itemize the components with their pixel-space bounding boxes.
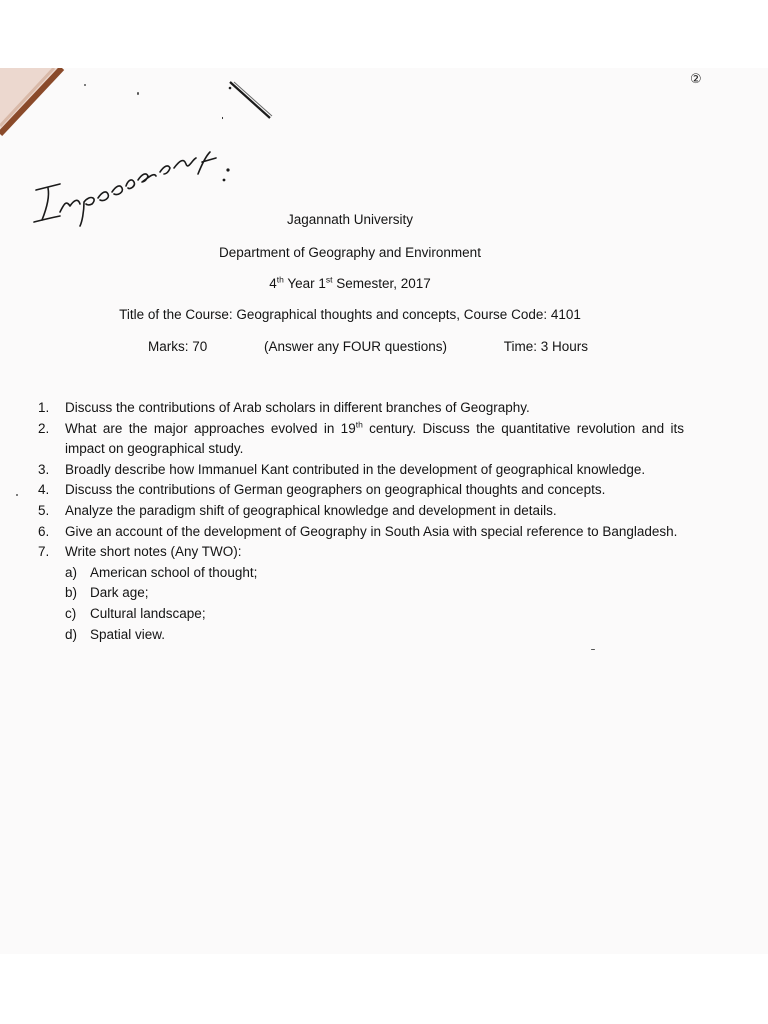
- pen-mark: [222, 78, 282, 126]
- short-note-item: [65, 583, 684, 604]
- question-item: [38, 398, 684, 419]
- question-number: 6.: [38, 523, 50, 539]
- short-note-text: Dark age;: [90, 585, 149, 601]
- question-text: Discuss the contributions of German geographers on geographical thoughts and concepts.: [65, 482, 606, 498]
- short-note-item: [65, 625, 684, 646]
- short-note-letter: c): [65, 605, 77, 621]
- short-note-item: [65, 563, 684, 584]
- question-item: [38, 542, 684, 645]
- question-number: 2.: [38, 420, 50, 436]
- short-note-text: American school of thought;: [90, 564, 258, 580]
- question-item: [38, 460, 684, 481]
- short-note-text: Cultural landscape;: [90, 605, 206, 621]
- question-text: Discuss the contributions of Arab scholars in different branches of Geography.: [65, 400, 530, 415]
- short-notes-list: [65, 563, 684, 645]
- scan-speck: [137, 92, 139, 95]
- short-note-letter: b): [65, 585, 78, 601]
- department-name: Department of Geography and Environment: [219, 245, 481, 260]
- question-text: Broadly describe how Immanuel Kant contributed in the development of geographical knowledge.: [65, 461, 646, 477]
- question-text: Analyze the paradigm shift of geographical knowledge and development in details.: [65, 502, 557, 518]
- short-note-letter: d): [65, 626, 78, 642]
- short-note-letter: a): [65, 564, 78, 580]
- question-number: 4.: [38, 482, 50, 498]
- marks-label: Marks: 70: [148, 339, 208, 354]
- short-note-item: [65, 604, 684, 625]
- question-number: 3.: [38, 461, 50, 477]
- scan-speck: [591, 649, 595, 650]
- university-name: Jagannath University: [286, 212, 414, 227]
- year-semester: 4th Year 1st Semester, 2017: [269, 274, 431, 291]
- page-number-circled: ②: [690, 72, 702, 87]
- scan-speck: [84, 84, 86, 86]
- question-text: Write short notes (Any TWO): a) American school of thought; b) Dark age; c) Cultural landscape; d) Spatial view.: [65, 542, 684, 645]
- question-number: 7.: [38, 544, 50, 560]
- marks-instructions-row: [148, 337, 588, 357]
- time-label: Time: 3 Hours: [503, 339, 588, 354]
- question-text: What are the major approaches evolved in 19th century. Discuss the quantitative revolution and its impact on geographical study.: [65, 419, 685, 457]
- short-note-text: Spatial view.: [90, 626, 166, 642]
- question-item: [38, 419, 684, 460]
- scan-speck: [16, 494, 18, 496]
- question-number: 5.: [38, 502, 50, 518]
- course-title: Title of the Course: Geographical thoughts and concepts, Course Code: 4101: [119, 307, 581, 322]
- question-item: [38, 501, 684, 522]
- question-number: 1.: [38, 400, 50, 415]
- question-item: [38, 522, 684, 543]
- question-item: [38, 480, 684, 501]
- question-list: [38, 398, 684, 645]
- answer-instruction: (Answer any FOUR questions): [263, 339, 448, 354]
- question-text: Give an account of the development of Geography in South Asia with special reference to Bangladesh.: [65, 523, 678, 539]
